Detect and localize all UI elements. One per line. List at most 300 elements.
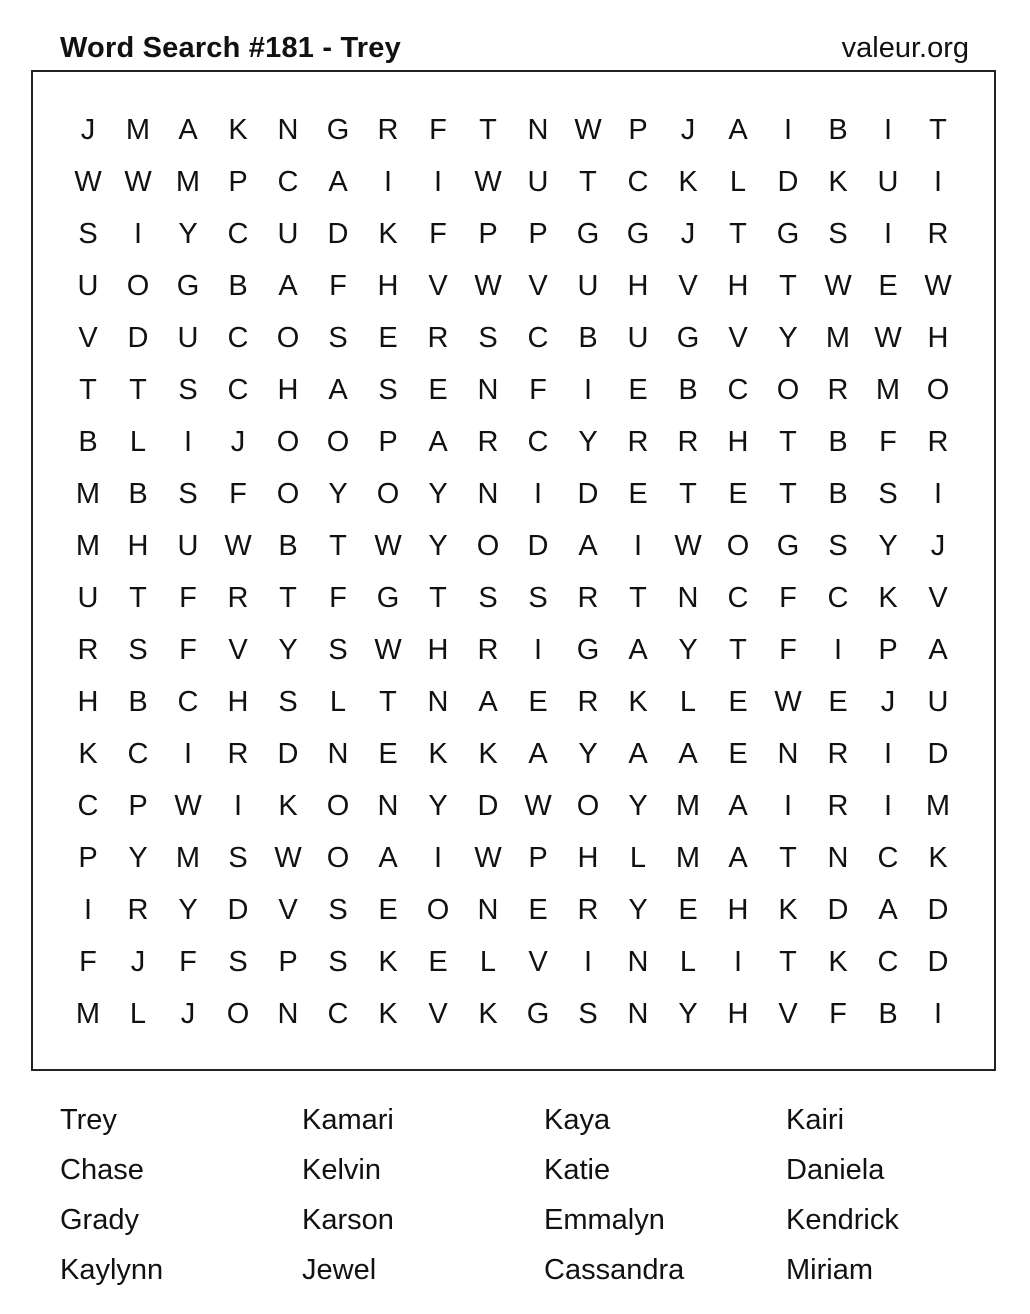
grid-letter: W: [374, 633, 402, 666]
grid-letter: J: [880, 685, 896, 718]
word-list-item: Kendrick: [786, 1204, 899, 1236]
grid-letter: N: [777, 737, 799, 770]
grid-letter: R: [377, 113, 399, 146]
grid-letter: I: [883, 737, 893, 770]
grid-letter: F: [429, 217, 447, 250]
grid-letter: N: [277, 997, 299, 1030]
grid-letter: F: [529, 373, 547, 406]
grid-letter: T: [779, 477, 797, 510]
site-name: valeur.org: [841, 31, 969, 64]
grid-letter: S: [228, 841, 248, 874]
grid-letter: B: [278, 529, 298, 562]
grid-letter: K: [378, 217, 398, 250]
word-list-item: Kamari: [302, 1104, 394, 1136]
grid-letter: T: [379, 685, 397, 718]
grid-letter: S: [328, 633, 348, 666]
grid-letter: D: [477, 789, 499, 822]
grid-letter: T: [429, 581, 447, 614]
grid-letter: B: [828, 113, 848, 146]
grid-letter: F: [79, 945, 97, 978]
grid-letter: M: [75, 529, 101, 562]
grid-letter: O: [276, 477, 300, 510]
grid-letter: S: [328, 893, 348, 926]
grid-letter: H: [227, 685, 249, 718]
grid-letter: T: [629, 581, 647, 614]
grid-letter: C: [627, 165, 649, 198]
grid-letter: H: [577, 841, 599, 874]
grid-letter: M: [875, 373, 901, 406]
grid-letter: E: [728, 477, 748, 510]
grid-letter: S: [478, 581, 498, 614]
grid-letter: S: [828, 529, 848, 562]
grid-letter: J: [930, 529, 946, 562]
grid-letter: Y: [128, 841, 148, 874]
grid-letter: I: [233, 789, 243, 822]
grid-letter: D: [927, 737, 949, 770]
grid-letter: K: [828, 945, 848, 978]
grid-letter: E: [528, 685, 548, 718]
grid-letter: G: [376, 581, 400, 614]
grid-letter: K: [928, 841, 948, 874]
grid-letter: A: [928, 633, 948, 666]
grid-letter: T: [479, 113, 497, 146]
grid-letter: H: [927, 321, 949, 354]
grid-letter: L: [629, 841, 647, 874]
grid-letter: V: [528, 945, 548, 978]
grid-letter: F: [779, 633, 797, 666]
grid-letter: A: [328, 373, 348, 406]
grid-letter: E: [378, 321, 398, 354]
grid-letter: P: [378, 425, 398, 458]
grid-letter: F: [229, 477, 247, 510]
grid-letter: I: [783, 789, 793, 822]
grid-letter: U: [927, 685, 949, 718]
grid-letter: P: [528, 841, 548, 874]
grid-letter: I: [933, 477, 943, 510]
grid-letter: V: [928, 581, 948, 614]
grid-letter: H: [277, 373, 299, 406]
grid-letter: A: [678, 737, 698, 770]
grid-letter: V: [728, 321, 748, 354]
grid-letter: S: [828, 217, 848, 250]
grid-letter: H: [377, 269, 399, 302]
grid-letter: L: [729, 165, 747, 198]
grid-letter: T: [729, 217, 747, 250]
grid-letter: P: [478, 217, 498, 250]
grid-letter: A: [878, 893, 898, 926]
grid-letter: M: [75, 477, 101, 510]
grid-letter: K: [778, 893, 798, 926]
grid-letter: W: [674, 529, 702, 562]
grid-letter: W: [274, 841, 302, 874]
grid-letter: Y: [878, 529, 898, 562]
grid-letter: U: [627, 321, 649, 354]
grid-letter: U: [577, 269, 599, 302]
grid-letter: G: [526, 997, 550, 1030]
grid-letter: V: [428, 269, 448, 302]
grid-letter: K: [478, 997, 498, 1030]
grid-letter: F: [179, 945, 197, 978]
grid-letter: O: [126, 269, 150, 302]
grid-letter: R: [827, 789, 849, 822]
grid-letter: I: [883, 113, 893, 146]
grid-letter: I: [433, 841, 443, 874]
grid-letter: F: [329, 269, 347, 302]
grid-letter: M: [175, 841, 201, 874]
grid-letter: A: [428, 425, 448, 458]
grid-letter: C: [877, 945, 899, 978]
grid-letter: I: [733, 945, 743, 978]
grid-letter: M: [675, 789, 701, 822]
grid-letter: T: [729, 633, 747, 666]
grid-letter: K: [228, 113, 248, 146]
grid-letter: A: [328, 165, 348, 198]
grid-letter: I: [83, 893, 93, 926]
grid-letter: A: [628, 737, 648, 770]
grid-letter: I: [883, 217, 893, 250]
grid-letter: O: [326, 425, 350, 458]
grid-letter: B: [128, 685, 148, 718]
grid-letter: D: [927, 945, 949, 978]
grid-letter: V: [278, 893, 298, 926]
word-list-item: Kairi: [786, 1104, 845, 1136]
grid-letter: D: [327, 217, 349, 250]
grid-letter: M: [675, 841, 701, 874]
grid-letter: D: [927, 893, 949, 926]
grid-letter: T: [329, 529, 347, 562]
grid-letter: W: [774, 685, 802, 718]
grid-letter: V: [428, 997, 448, 1030]
grid-letter: U: [877, 165, 899, 198]
grid-letter: W: [174, 789, 202, 822]
grid-letter: I: [633, 529, 643, 562]
grid-letter: W: [124, 165, 152, 198]
grid-letter: O: [426, 893, 450, 926]
grid-letter: K: [278, 789, 298, 822]
grid-letter: T: [129, 373, 147, 406]
grid-letter: S: [328, 321, 348, 354]
word-list-item: Emmalyn: [544, 1204, 665, 1236]
grid-letter: I: [183, 737, 193, 770]
grid-letter: C: [327, 997, 349, 1030]
grid-letter: G: [576, 633, 600, 666]
grid-letter: R: [577, 893, 599, 926]
grid-letter: R: [427, 321, 449, 354]
grid-letter: C: [227, 373, 249, 406]
grid-letter: W: [474, 269, 502, 302]
grid-letter: R: [127, 893, 149, 926]
grid-letter: A: [178, 113, 198, 146]
grid-letter: N: [477, 477, 499, 510]
grid-letter: C: [227, 321, 249, 354]
grid-letter: L: [329, 685, 347, 718]
grid-letter: O: [576, 789, 600, 822]
grid-letter: M: [925, 789, 951, 822]
grid-letter: R: [927, 425, 949, 458]
grid-letter: O: [276, 425, 300, 458]
grid-letter: R: [577, 581, 599, 614]
grid-letter: G: [776, 529, 800, 562]
grid-letter: R: [827, 373, 849, 406]
grid-letter: R: [577, 685, 599, 718]
grid-letter: Y: [428, 529, 448, 562]
grid-letter: W: [374, 529, 402, 562]
grid-letter: E: [678, 893, 698, 926]
grid-letter: I: [433, 165, 443, 198]
grid-letter: O: [276, 321, 300, 354]
word-list-item: Kaya: [544, 1104, 611, 1136]
grid-letter: L: [679, 945, 697, 978]
grid-letter: D: [577, 477, 599, 510]
grid-letter: E: [528, 893, 548, 926]
grid-letter: T: [779, 269, 797, 302]
grid-letter: R: [677, 425, 699, 458]
grid-letter: F: [179, 581, 197, 614]
grid-letter: C: [727, 581, 749, 614]
grid-letter: G: [676, 321, 700, 354]
grid-letter: Y: [328, 477, 348, 510]
grid-letter: A: [478, 685, 498, 718]
grid-letter: S: [378, 373, 398, 406]
grid-letter: F: [879, 425, 897, 458]
word-list-item: Cassandra: [544, 1254, 685, 1286]
grid-letter: A: [378, 841, 398, 874]
grid-letter: U: [77, 581, 99, 614]
grid-letter: I: [583, 945, 593, 978]
grid-letter: O: [326, 789, 350, 822]
grid-letter: T: [779, 945, 797, 978]
grid-letter: D: [777, 165, 799, 198]
grid-letter: O: [376, 477, 400, 510]
grid-letter: H: [727, 893, 749, 926]
grid-letter: P: [528, 217, 548, 250]
grid-letter: T: [929, 113, 947, 146]
grid-letter: U: [77, 269, 99, 302]
word-list: [60, 1095, 1030, 1295]
grid-letter: S: [878, 477, 898, 510]
grid-letter: E: [428, 945, 448, 978]
grid-letter: O: [776, 373, 800, 406]
grid-letter: F: [429, 113, 447, 146]
grid-letter: H: [627, 269, 649, 302]
grid-letter: L: [679, 685, 697, 718]
grid-letter: C: [77, 789, 99, 822]
grid-letter: M: [125, 113, 151, 146]
grid-letter: G: [776, 217, 800, 250]
grid-letter: B: [128, 477, 148, 510]
grid-letter: N: [277, 113, 299, 146]
grid-letter: W: [474, 841, 502, 874]
grid-letter: S: [578, 997, 598, 1030]
grid-letter: W: [574, 113, 602, 146]
grid-letter: A: [628, 633, 648, 666]
grid-letter: W: [924, 269, 952, 302]
grid-letter: I: [833, 633, 843, 666]
grid-letter: N: [327, 737, 349, 770]
grid-letter: N: [527, 113, 549, 146]
grid-letter: I: [533, 633, 543, 666]
grid-letter: D: [277, 737, 299, 770]
grid-letter: B: [878, 997, 898, 1030]
grid-letter: T: [779, 425, 797, 458]
grid-letter: W: [474, 165, 502, 198]
grid-letter: B: [828, 477, 848, 510]
grid-letter: U: [527, 165, 549, 198]
grid-letter: C: [877, 841, 899, 874]
grid-letter: T: [279, 581, 297, 614]
grid-letter: K: [828, 165, 848, 198]
grid-letter: T: [79, 373, 97, 406]
grid-letter: I: [183, 425, 193, 458]
grid-letter: B: [78, 425, 98, 458]
grid-letter: S: [78, 217, 98, 250]
grid-letter: L: [479, 945, 497, 978]
grid-letter: F: [829, 997, 847, 1030]
grid-letter: K: [78, 737, 98, 770]
grid-letter: K: [378, 997, 398, 1030]
grid-letter: Y: [578, 425, 598, 458]
grid-letter: Y: [428, 477, 448, 510]
grid-letter: P: [128, 789, 148, 822]
grid-letter: O: [226, 997, 250, 1030]
grid-letter: S: [178, 477, 198, 510]
grid-letter: W: [74, 165, 102, 198]
grid-letter: E: [628, 477, 648, 510]
word-list-item: Katie: [544, 1154, 611, 1186]
grid-letter: S: [178, 373, 198, 406]
grid-letter: V: [228, 633, 248, 666]
grid-letter: Y: [678, 633, 698, 666]
grid-letter: U: [177, 529, 199, 562]
grid-letter: T: [779, 841, 797, 874]
grid-letter: I: [933, 165, 943, 198]
grid-letter: D: [127, 321, 149, 354]
grid-letter: E: [878, 269, 898, 302]
word-list-item: Grady: [60, 1204, 139, 1236]
grid-letter: Y: [628, 893, 648, 926]
grid-letter: C: [827, 581, 849, 614]
grid-letter: N: [627, 997, 649, 1030]
grid-letter: P: [878, 633, 898, 666]
grid-letter: G: [626, 217, 650, 250]
grid-letter: N: [477, 373, 499, 406]
grid-letter: S: [528, 581, 548, 614]
grid-letter: B: [578, 321, 598, 354]
grid-letter: J: [680, 217, 696, 250]
grid-letter: J: [180, 997, 196, 1030]
grid-letter: V: [528, 269, 548, 302]
grid-letter: W: [874, 321, 902, 354]
grid-letter: G: [326, 113, 350, 146]
grid-letter: R: [477, 633, 499, 666]
grid-letter: N: [677, 581, 699, 614]
grid-letter: M: [175, 165, 201, 198]
grid-letter: H: [127, 529, 149, 562]
word-list-item: Chase: [60, 1154, 144, 1186]
grid-letter: M: [825, 321, 851, 354]
grid-letter: U: [177, 321, 199, 354]
grid-letter: I: [883, 789, 893, 822]
grid-letter: P: [628, 113, 648, 146]
grid-letter: K: [428, 737, 448, 770]
grid-letter: O: [476, 529, 500, 562]
grid-letter: R: [827, 737, 849, 770]
grid-letter: P: [228, 165, 248, 198]
grid-letter: Y: [178, 893, 198, 926]
word-list-item: Trey: [60, 1104, 117, 1136]
grid-letter: C: [727, 373, 749, 406]
grid-letter: N: [627, 945, 649, 978]
grid-letter: H: [427, 633, 449, 666]
page-title: Word Search #181 - Trey: [60, 31, 401, 64]
grid-letter: A: [528, 737, 548, 770]
grid-letter: E: [378, 893, 398, 926]
grid-letter: L: [129, 997, 147, 1030]
grid-letter: Y: [578, 737, 598, 770]
word-list-item: Daniela: [786, 1154, 885, 1186]
grid-letter: D: [827, 893, 849, 926]
grid-letter: Y: [278, 633, 298, 666]
grid-letter: W: [224, 529, 252, 562]
grid-letter: F: [329, 581, 347, 614]
grid-letter: C: [527, 425, 549, 458]
grid-letter: U: [277, 217, 299, 250]
grid-letter: W: [524, 789, 552, 822]
word-list-item: Jewel: [302, 1254, 377, 1286]
grid-letter: E: [728, 737, 748, 770]
grid-letter: R: [227, 581, 249, 614]
grid-letter: B: [828, 425, 848, 458]
grid-letter: Y: [428, 789, 448, 822]
grid-letter: A: [728, 789, 748, 822]
grid-letter: E: [378, 737, 398, 770]
grid-letter: R: [477, 425, 499, 458]
grid-letter: P: [78, 841, 98, 874]
grid-letter: K: [678, 165, 698, 198]
grid-letter: H: [727, 425, 749, 458]
grid-letter: J: [80, 113, 96, 146]
page-header: [60, 28, 969, 68]
letter-grid: [63, 104, 963, 1040]
grid-letter: W: [824, 269, 852, 302]
grid-letter: T: [679, 477, 697, 510]
grid-letter: O: [326, 841, 350, 874]
word-list-item: Karson: [302, 1204, 394, 1236]
grid-letter: K: [478, 737, 498, 770]
grid-letter: L: [129, 425, 147, 458]
grid-letter: K: [378, 945, 398, 978]
grid-letter: H: [727, 997, 749, 1030]
grid-letter: S: [228, 945, 248, 978]
grid-letter: Y: [678, 997, 698, 1030]
grid-letter: S: [278, 685, 298, 718]
grid-letter: V: [778, 997, 798, 1030]
grid-letter: R: [927, 217, 949, 250]
grid-letter: R: [627, 425, 649, 458]
grid-letter: Y: [628, 789, 648, 822]
grid-letter: H: [727, 269, 749, 302]
grid-letter: E: [728, 685, 748, 718]
grid-letter: C: [227, 217, 249, 250]
grid-letter: D: [227, 893, 249, 926]
grid-letter: A: [728, 113, 748, 146]
grid-letter: A: [728, 841, 748, 874]
grid-letter: N: [377, 789, 399, 822]
grid-letter: G: [176, 269, 200, 302]
grid-letter: B: [678, 373, 698, 406]
grid-letter: V: [78, 321, 98, 354]
grid-letter: B: [228, 269, 248, 302]
